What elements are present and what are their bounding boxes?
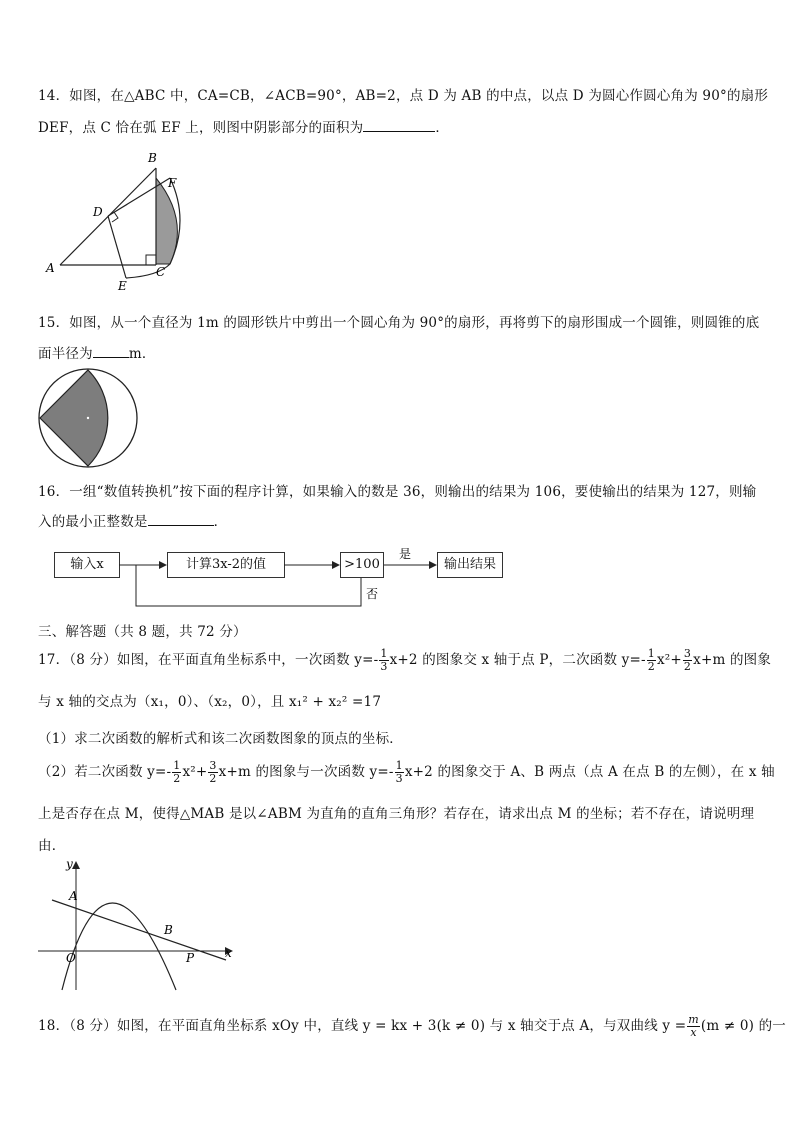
q17-part2-frac-1-2 [172,760,181,785]
q18-frac-m-x [687,1014,700,1039]
q18-text-b: (m ≠ 0) 的一 [700,1018,786,1034]
q14-label-E: E [118,279,127,293]
frac-num: 1 [380,647,388,660]
frac-num: 3 [209,759,217,772]
q14-label-C: C [156,265,166,279]
q14-label-B: B [148,151,157,165]
q17-part2-line1 [38,760,775,785]
q15-line1: 15．如图，从一个直径为 1m 的圆形铁片中剪出一个圆心角为 90°的扇形，再将剪下的扇形围成一个圆锥，则圆锥的底 [38,315,760,331]
q17-parabola [62,903,176,990]
q17-text-a: 17．（8 分）如图，在平面直角坐标系中，一次函数 y=- [38,652,379,668]
q17-label-B: B [164,923,173,937]
q17-part1: （1）求二次函数的解析式和该二次函数图象的顶点的坐标． [38,731,403,747]
q16-line2-text: 入的最小正整数是 [38,514,148,530]
q16-flow-output: 输出结果 [437,552,503,578]
frac-num: 1 [395,759,403,772]
frac-den: x [690,1026,697,1039]
q17-part2-frac-3-2 [208,760,217,785]
q15-line2-text: 面半径为 [38,346,93,362]
q14-answer-blank[interactable] [363,119,435,132]
q17-frac-1-3 [379,648,388,673]
q16-answer-blank[interactable] [148,513,214,526]
q17-part2-a: （2）若二次函数 y=- [38,764,172,780]
q14-line2-text: DEF，点 C 恰在弧 EF 上，则图中阴影部分的面积为 [38,120,364,136]
q14-line1: 14．如图，在△ABC 中，CA=CB，∠ACB=90°，AB=2，点 D 为 AB 的中点，以点 D 为圆心作圆心角为 90°的扇形 [38,88,769,104]
q17-part2-d: x+2 的图象交于 A、B 两点（点 A 在点 B 的左侧），在 x 轴 [404,764,775,780]
q15-figure [37,368,141,470]
q17-frac-1-2 [647,648,656,673]
q17-label-O: O [66,951,76,965]
q15-sector [40,370,108,466]
frac-num: m [688,1013,699,1026]
q17-label-P: P [186,951,195,965]
q15-line2 [38,342,156,362]
q17-part2-c: x+m 的图象与一次函数 y=- [218,764,394,780]
q17-part2-line2: 上是否存在点 M，使得△MAB 是以∠ABM 为直角的直角三角形？若存在，请求出点 M 的坐标；若不存在，请说明理 [38,806,755,822]
frac-den: 2 [647,660,655,673]
q17-part2-b: x²+ [182,764,208,780]
frac-den: 3 [380,660,388,673]
q16-flow-compute: 计算3x-2的值 [167,552,285,578]
q17-line1 [38,648,771,673]
q14-radius-DE [108,216,126,278]
q17-label-A: A [69,889,78,903]
q15-answer-blank[interactable] [93,345,129,358]
q17-text-b: x+2 的图象交 x 轴于点 P，二次函数 y=- [389,652,646,668]
q16-line2 [38,510,227,530]
frac-num: 3 [683,647,692,660]
q14-figure [40,148,190,296]
q16-label-yes: 是 [399,547,412,561]
q17-text-d: x+m 的图象 [693,652,772,668]
q16-flow-arrows [110,540,450,610]
frac-num: 1 [647,647,655,660]
q16-flow-input: 输入x [54,552,120,578]
section3-title: 三、解答题（共 8 题，共 72 分） [38,624,247,640]
frac-den: 3 [395,772,403,785]
q15-center-point [87,417,89,419]
q17-label-x: x [225,946,232,960]
q17-text-c: x²+ [656,652,682,668]
q15-line2-end: m． [128,346,156,362]
q14-shaded-region [156,178,177,264]
q14-label-A: A [46,261,55,275]
q18-text-a: 18．（8 分）如图，在平面直角坐标系 xOy 中，直线 y = kx + 3(k ≠ 0) 与 x 轴交于点 A，与双曲线 y = [38,1018,687,1034]
frac-den: 2 [683,660,692,673]
q17-part2-line3: 由． [38,838,66,854]
q16-label-no: 否 [366,587,379,601]
q16-line2-end: ． [213,514,228,530]
q14-label-D: D [93,205,103,219]
q17-frac-3-2 [683,648,692,673]
q16-flow-condition: >100 [340,552,384,578]
q18-line1 [38,1014,786,1039]
q16-arrow-loop [136,565,361,606]
frac-den: 2 [173,772,181,785]
q14-line2-end: ． [435,120,450,136]
q17-label-y: y [66,857,73,871]
q16-line1: 16．一组“数值转换机”按下面的程序计算，如果输入的数是 36，则输出的结果为 106，要使输出的结果为 127，则输 [38,484,757,500]
q14-right-angle-C [146,255,156,265]
frac-num: 1 [173,759,181,772]
q14-label-F: F [168,176,177,190]
q14-line2 [38,116,449,136]
q17-graph [36,856,236,992]
frac-den: 2 [209,772,217,785]
q17-part2-frac-1-3 [395,760,404,785]
q17-line2: 与 x 轴的交点为（x₁，0）、（x₂，0），且 x₁² + x₂² =17 [38,694,382,710]
